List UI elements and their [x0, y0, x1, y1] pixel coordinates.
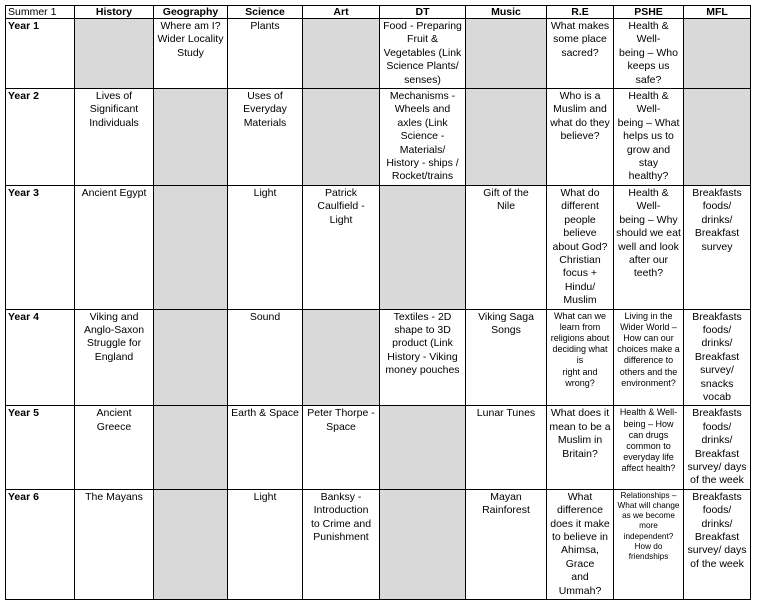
music-cell: [466, 19, 547, 89]
mfl-cell: [684, 19, 751, 89]
dt-cell: [380, 406, 466, 489]
pshe-cell: Health & Well- being – What helps us to grow and stay healthy?: [614, 89, 684, 186]
re-cell: What does it mean to be a Muslim in Britain?: [547, 406, 614, 489]
art-cell: Patrick Caulfield - Light: [303, 185, 380, 309]
mfl-cell: [684, 89, 751, 186]
science-cell: Uses of Everyday Materials: [228, 89, 303, 186]
year-label: Year 6: [6, 489, 75, 599]
science-cell: Sound: [228, 309, 303, 406]
pshe-cell: Relationships – What will change as we become more independent? How do friendships: [614, 489, 684, 599]
column-header-history: History: [75, 6, 154, 19]
science-cell: Light: [228, 185, 303, 309]
history-cell: Lives of Significant Individuals: [75, 89, 154, 186]
column-header-dt: DT: [380, 6, 466, 19]
art-cell: [303, 89, 380, 186]
science-cell: Light: [228, 489, 303, 599]
dt-cell: Mechanisms - Wheels and axles (Link Science - Materials/ History - ships / Rocket/trains: [380, 89, 466, 186]
mfl-cell: Breakfasts foods/ drinks/ Breakfast survey/ snacks vocab: [684, 309, 751, 406]
re-cell: What makes some place sacred?: [547, 19, 614, 89]
pshe-cell: Health & Well- being – How can drugs common to everyday life affect health?: [614, 406, 684, 489]
geography-cell: [154, 89, 228, 186]
history-cell: Ancient Greece: [75, 406, 154, 489]
year-label: Year 4: [6, 309, 75, 406]
term-label: Summer 1: [6, 6, 75, 19]
table-row-year-3: [6, 185, 751, 309]
mfl-cell: Breakfasts foods/ drinks/ Breakfast survey/ days of the week: [684, 406, 751, 489]
geography-cell: [154, 406, 228, 489]
geography-cell: Where am I? Wider Locality Study: [154, 19, 228, 89]
mfl-cell: Breakfasts foods/ drinks/ Breakfast survey/ days of the week: [684, 489, 751, 599]
column-header-music: Music: [466, 6, 547, 19]
header-row: [6, 6, 751, 19]
history-cell: Ancient Egypt: [75, 185, 154, 309]
history-cell: [75, 19, 154, 89]
re-cell: Who is a Muslim and what do they believe?: [547, 89, 614, 186]
music-cell: Mayan Rainforest: [466, 489, 547, 599]
music-cell: Viking Saga Songs: [466, 309, 547, 406]
re-cell: What do different people believe about God? Christian focus + Hindu/ Muslim: [547, 185, 614, 309]
dt-cell: [380, 185, 466, 309]
re-cell: What can we learn from religions about deciding what is right and wrong?: [547, 309, 614, 406]
table-row-year-2: [6, 89, 751, 186]
table-row-year-5: [6, 406, 751, 489]
geography-cell: [154, 309, 228, 406]
science-cell: Plants: [228, 19, 303, 89]
curriculum-overview: [5, 5, 751, 600]
history-cell: The Mayans: [75, 489, 154, 599]
table-row-year-4: [6, 309, 751, 406]
music-cell: [466, 89, 547, 186]
art-cell: [303, 309, 380, 406]
dt-cell: Food - Preparing Fruit & Vegetables (Link Science Plants/ senses): [380, 19, 466, 89]
table-row-year-6: [6, 489, 751, 599]
table-row-year-1: [6, 19, 751, 89]
column-header-science: Science: [228, 6, 303, 19]
column-header-art: Art: [303, 6, 380, 19]
column-header-geography: Geography: [154, 6, 228, 19]
art-cell: Peter Thorpe - Space: [303, 406, 380, 489]
geography-cell: [154, 489, 228, 599]
curriculum-table: [5, 5, 751, 600]
year-label: Year 2: [6, 89, 75, 186]
art-cell: Banksy - Introduction to Crime and Punishment: [303, 489, 380, 599]
music-cell: Gift of the Nile: [466, 185, 547, 309]
dt-cell: Textiles - 2D shape to 3D product (Link History - Viking money pouches: [380, 309, 466, 406]
pshe-cell: Health & Well- being – Why should we eat well and look after our teeth?: [614, 185, 684, 309]
year-label: Year 3: [6, 185, 75, 309]
pshe-cell: Living in the Wider World – How can our choices make a difference to others and the environment?: [614, 309, 684, 406]
art-cell: [303, 19, 380, 89]
column-header-pshe: PSHE: [614, 6, 684, 19]
mfl-cell: Breakfasts foods/ drinks/ Breakfast survey: [684, 185, 751, 309]
science-cell: Earth & Space: [228, 406, 303, 489]
column-header-re: R.E: [547, 6, 614, 19]
column-header-mfl: MFL: [684, 6, 751, 19]
year-label: Year 1: [6, 19, 75, 89]
music-cell: Lunar Tunes: [466, 406, 547, 489]
dt-cell: [380, 489, 466, 599]
pshe-cell: Health & Well- being – Who keeps us safe?: [614, 19, 684, 89]
history-cell: Viking and Anglo-Saxon Struggle for England: [75, 309, 154, 406]
re-cell: What difference does it make to believe in Ahimsa, Grace and Ummah?: [547, 489, 614, 599]
year-label: Year 5: [6, 406, 75, 489]
geography-cell: [154, 185, 228, 309]
